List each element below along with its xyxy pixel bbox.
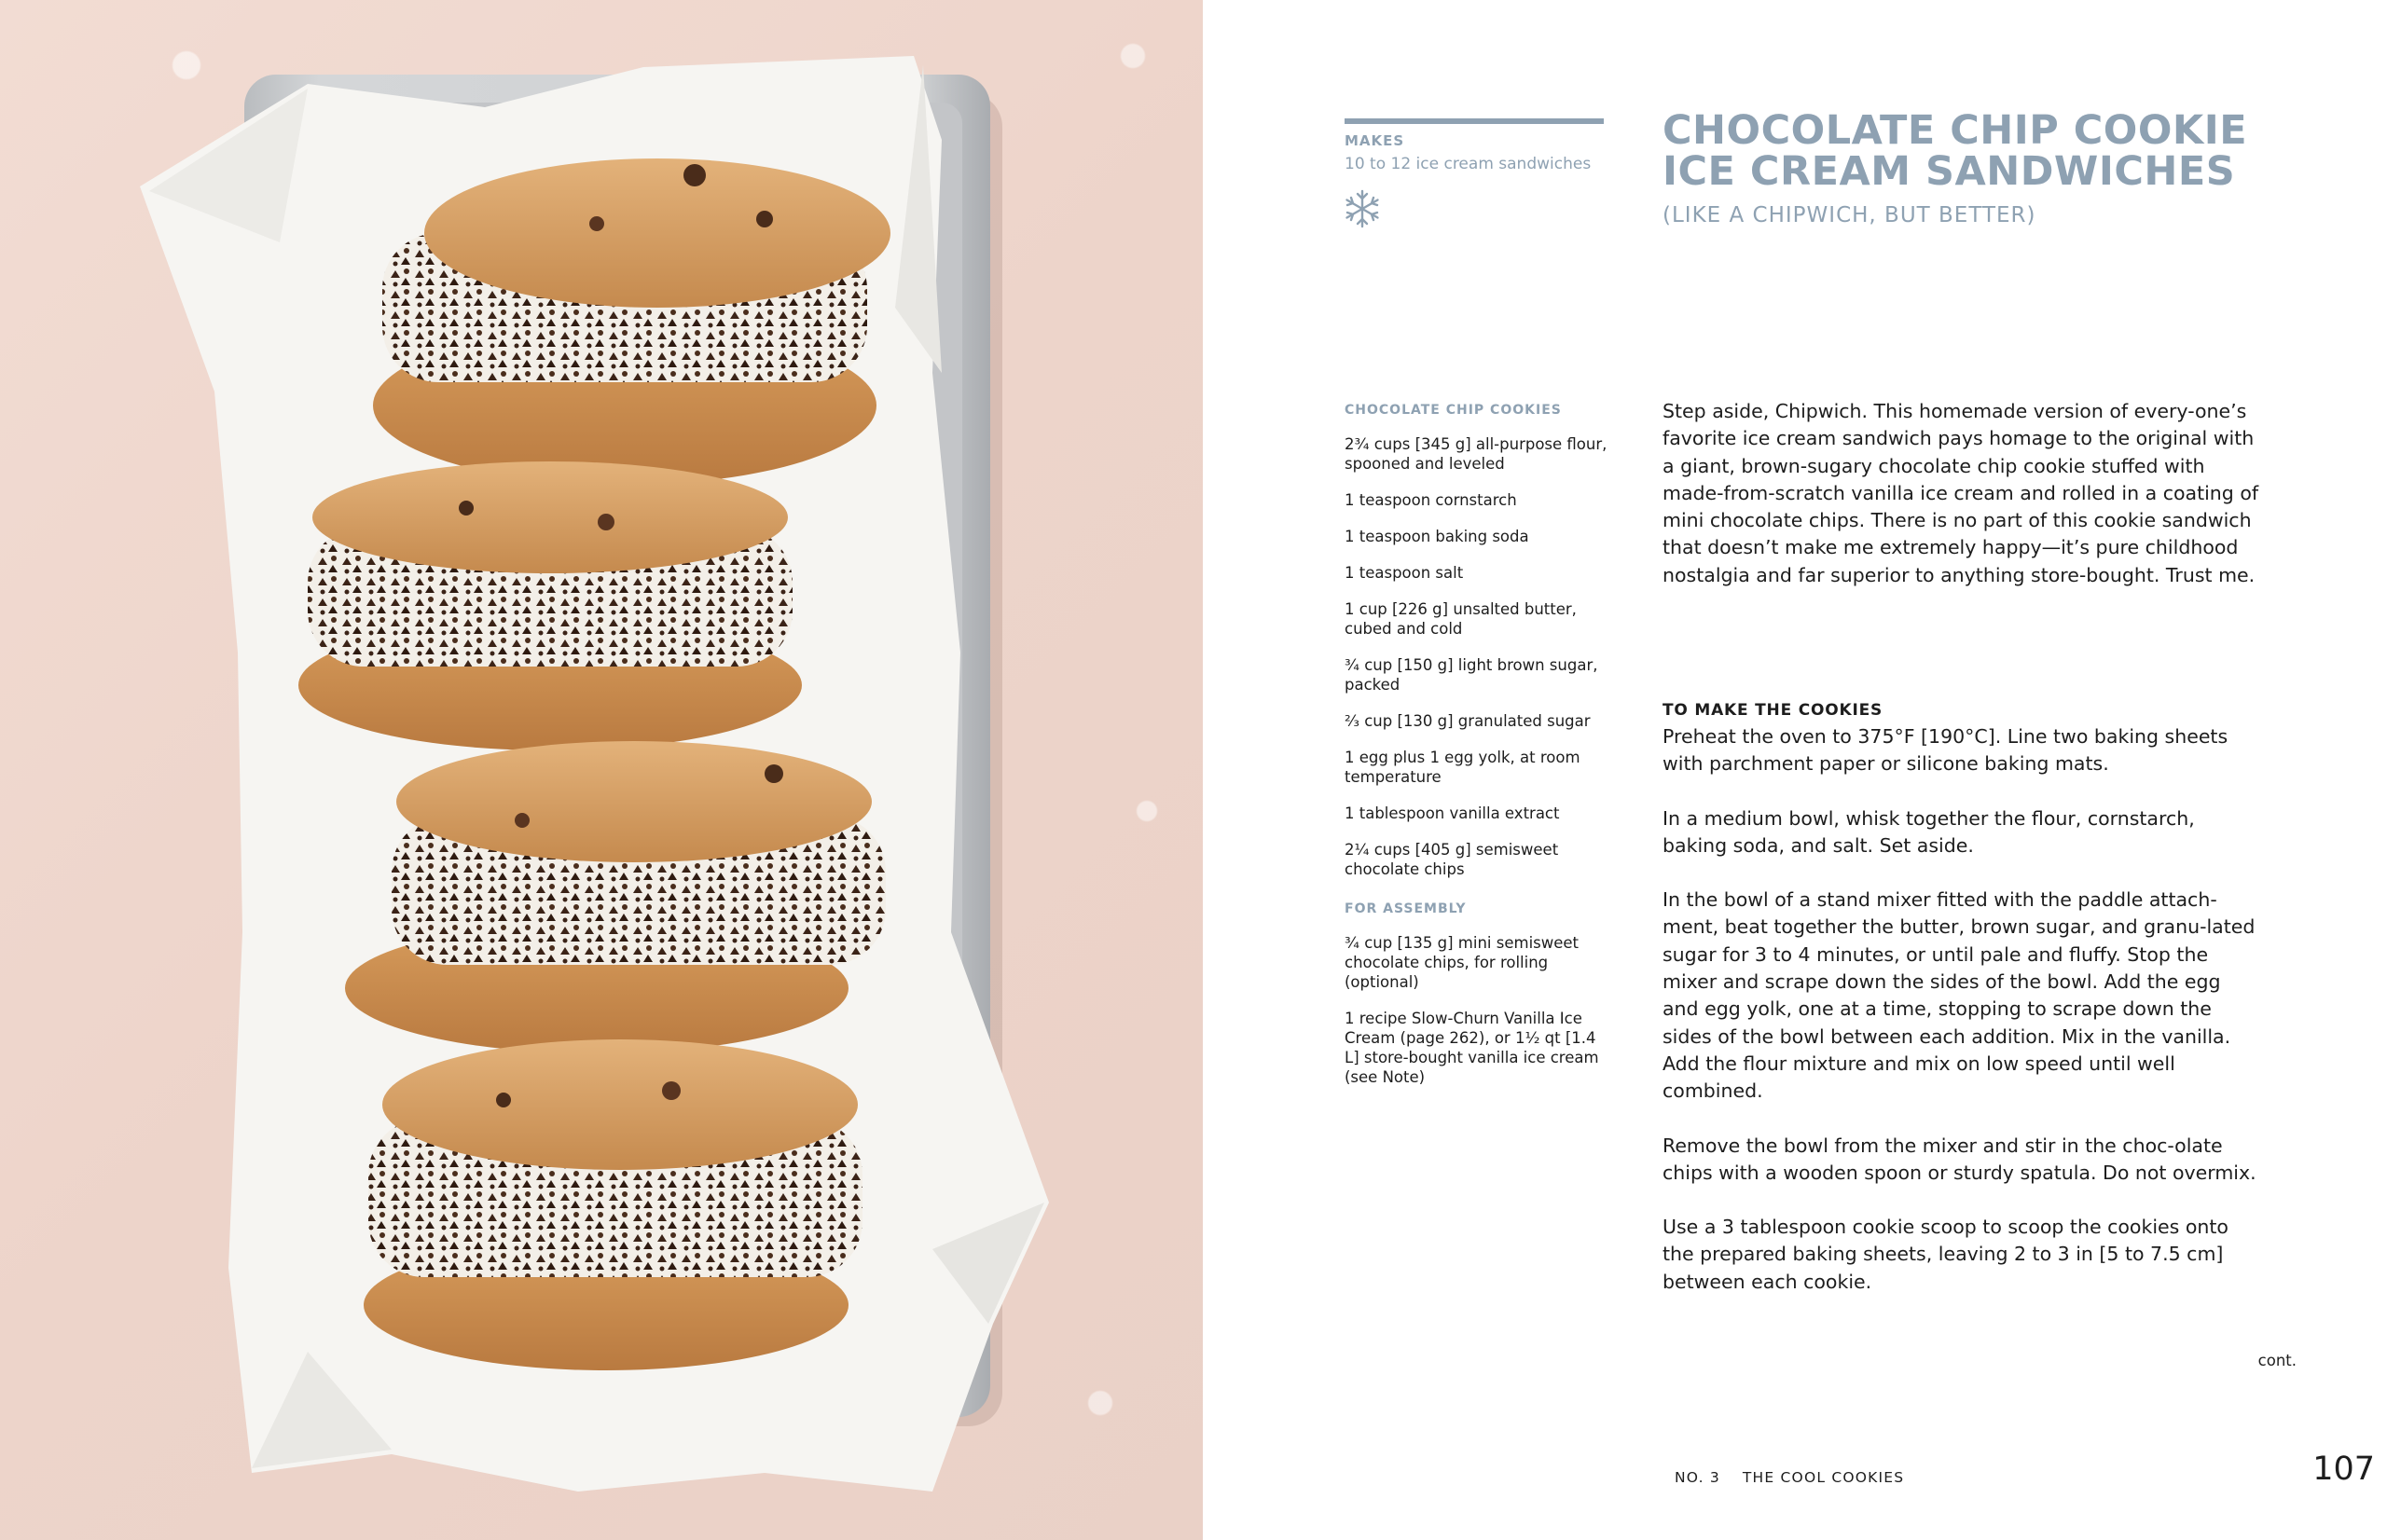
ingredient-item: 1 teaspoon baking soda <box>1345 528 1529 545</box>
ingredient-item: 1 teaspoon salt <box>1345 564 1464 582</box>
method-heading: TO MAKE THE COOKIES <box>1663 701 1883 720</box>
ingredient-item: 2³⁄₄ cups [345 g] all-purpose flour, spooned and leveled <box>1345 435 1607 473</box>
method-step: In the bowl of a stand mixer fitted with the paddle attach-ment, beat together the butter, brown sugar, and granu-lated sugar for 3 to 4 minutes, or until pale and fluffy. Stop the mixer and scrape down the sides of the bowl. Add the egg and egg yolk, one at a time, stopping to scrape down the sides of the bowl between each addition. Mix in the vanilla. Add the flour mixture and mix on low speed until well combined. <box>1663 888 2256 1103</box>
recipe-intro: Step aside, Chipwich. This homemade version of every-one’s favorite ice cream sandwich pays homage to the original with a giant, brown-sugary chocolate chip cookie stuffed with made-from-scratch vanilla ice cream and rolled in a coating of mini chocolate chips. There is no part of this cookie sandwich that doesn’t make me extremely happy—it’s pure childhood nostalgia and far superior to anything store-bought. Trust me. <box>1663 400 2259 586</box>
running-footer <box>1675 1469 1904 1486</box>
method-step: Remove the bowl from the mixer and stir in the choc-olate chips with a wooden spoon or sturdy spatula. Do not overmix. <box>1663 1134 2256 1184</box>
ice-cream-sandwich-1 <box>373 158 890 485</box>
snowflake-icon <box>1342 188 1383 229</box>
makes-rule <box>1345 118 1604 124</box>
ingredient-item: 1 cup [226 g] unsalted butter, cubed and cold <box>1345 600 1577 638</box>
chapter-number: NO. 3 <box>1675 1469 1720 1486</box>
ingredient-item: 1 egg plus 1 egg yolk, at room temperature <box>1345 749 1580 786</box>
continued-marker: cont. <box>2257 1352 2297 1369</box>
ice-cream-sandwich-2 <box>298 461 802 750</box>
method-step: Use a 3 tablespoon cookie scoop to scoop the cookies onto the prepared baking sheets, leaving 2 to 3 in [5 to 7.5 cm] between each cookie. <box>1663 1216 2228 1293</box>
ingredient-item: 2¹⁄₄ cups [405 g] semisweet chocolate chips <box>1345 841 1559 878</box>
recipe-text-page <box>1203 0 2387 1540</box>
recipe-intro-block <box>1663 398 2259 589</box>
recipe-title <box>1663 107 2278 195</box>
recipe-subtitle: (LIKE A CHIPWICH, BUT BETTER) <box>1663 203 2036 227</box>
ingredients-heading: CHOCOLATE CHIP COOKIES <box>1345 403 1562 418</box>
method-step: Preheat the oven to 375°F [190°C]. Line two baking sheets with parchment paper or silicone baking mats. <box>1663 725 2228 776</box>
ice-cream-sandwich-3 <box>345 741 886 1053</box>
page-number: 107 <box>2312 1451 2375 1488</box>
ingredients-column <box>1345 403 1610 1104</box>
ingredient-item: 1 teaspoon cornstarch <box>1345 491 1517 509</box>
chapter-title: THE COOL COOKIES <box>1742 1469 1905 1486</box>
recipe-title-line-2: ICE CREAM SANDWICHES <box>1663 148 2236 195</box>
makes-label: MAKES <box>1345 132 1405 149</box>
ice-cream-sandwich-4 <box>364 1039 862 1370</box>
method-steps <box>1663 723 2259 1323</box>
assembly-item: ³⁄₄ cup [135 g] mini semisweet chocolate chips, for rolling (optional) <box>1345 934 1580 991</box>
assembly-item: 1 recipe Slow-Churn Vanilla Ice Cream (page 262), or 1¹⁄₂ qt [1.4 L] store-bought vanilla ice cream (see Note) <box>1345 1010 1599 1086</box>
assembly-heading: FOR ASSEMBLY <box>1345 901 1467 916</box>
makes-value: 10 to 12 ice cream sandwiches <box>1345 155 1592 173</box>
ingredient-item: ²⁄₃ cup [130 g] granulated sugar <box>1345 712 1591 730</box>
ingredient-item: 1 tablespoon vanilla extract <box>1345 804 1560 822</box>
recipe-title-line-1: CHOCOLATE CHIP COOKIE <box>1663 107 2248 154</box>
ingredient-item: ³⁄₄ cup [150 g] light brown sugar, packed <box>1345 656 1598 694</box>
method-step: In a medium bowl, whisk together the flour, cornstarch, baking soda, and salt. Set aside. <box>1663 806 2195 857</box>
